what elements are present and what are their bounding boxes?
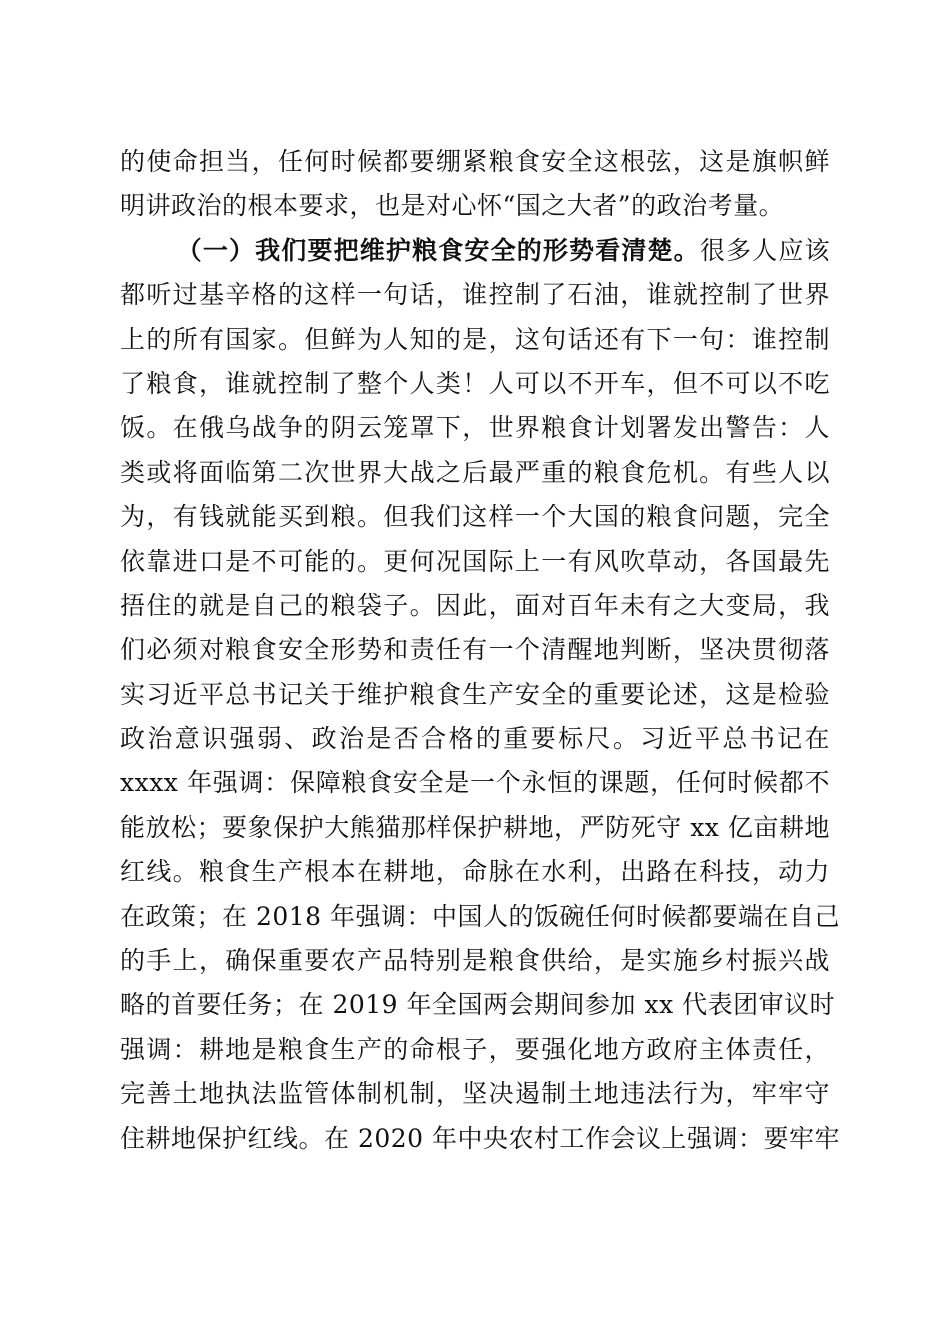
text-line: 都听过基辛格的这样一句话，谁控制了石油，谁就控制了世界	[120, 280, 830, 310]
text-line: 们必须对粮食安全形势和责任有一个清醒地判断，坚决贯彻落	[120, 635, 830, 665]
text-line: 住耕地保护红线。在 2020 年中央农村工作会议上强调：要牢牢	[120, 1123, 841, 1153]
text-line: 的手上，确保重要农产品特别是粮食供给，是实施乡村振兴战	[120, 946, 830, 976]
section-heading: （一）我们要把维护粮食安全的形势看清楚。	[176, 235, 700, 265]
text-line: 饭。在俄乌战争的阴云笼罩下，世界粮食计划署发出警告：人	[120, 413, 830, 443]
text-line: 依靠进口是不可能的。更何况国际上一有风吹草动，各国最先	[120, 546, 830, 576]
text-line: 了粮食，谁就控制了整个人类！人可以不开车，但不可以不吃	[120, 368, 830, 398]
text-line: 完善土地执法监管体制机制，坚决遏制土地违法行为，牢牢守	[120, 1079, 830, 1109]
text-line: 明讲政治的根本要求，也是对心怀“国之大者”的政治考量。	[120, 191, 785, 221]
text-line: 在政策；在 2018 年强调：中国人的饭碗任何时候都要端在自己	[120, 901, 841, 931]
text-line: xxxx 年强调：保障粮食安全是一个永恒的课题，任何时候都不	[120, 768, 830, 798]
section-heading-line	[120, 229, 830, 273]
text-line: 略的首要任务；在 2019 年全国两会期间参加 xx 代表团审议时	[120, 990, 836, 1020]
text-line: 红线。粮食生产根本在耕地，命脉在水利，出路在科技，动力	[120, 857, 830, 887]
text-line: 为，有钱就能买到粮。但我们这样一个大国的粮食问题，完全	[120, 502, 830, 532]
text-line: 实习近平总书记关于维护粮食生产安全的重要论述，这是检验	[120, 679, 830, 709]
text-line: 能放松；要象保护大熊猫那样保护耕地，严防死守 xx 亿亩耕地	[120, 812, 830, 842]
text-line: 类或将面临第二次世界大战之后最严重的粮食危机。有些人以	[120, 457, 830, 487]
text-line: 的使命担当，任何时候都要绷紧粮食安全这根弦，这是旗帜鲜	[120, 147, 830, 176]
text-line: 政治意识强弱、政治是否合格的重要标尺。习近平总书记在	[120, 724, 830, 754]
text-line: 捂住的就是自己的粮袋子。因此，面对百年未有之大变局，我	[120, 590, 830, 620]
text-line: 强调：耕地是粮食生产的命根子，要强化地方政府主体责任，	[120, 1034, 830, 1064]
body-text	[120, 140, 841, 1161]
text-line: 上的所有国家。但鲜为人知的是，这句话还有下一句：谁控制	[120, 324, 830, 354]
text-run: 很多人应该	[699, 235, 830, 265]
